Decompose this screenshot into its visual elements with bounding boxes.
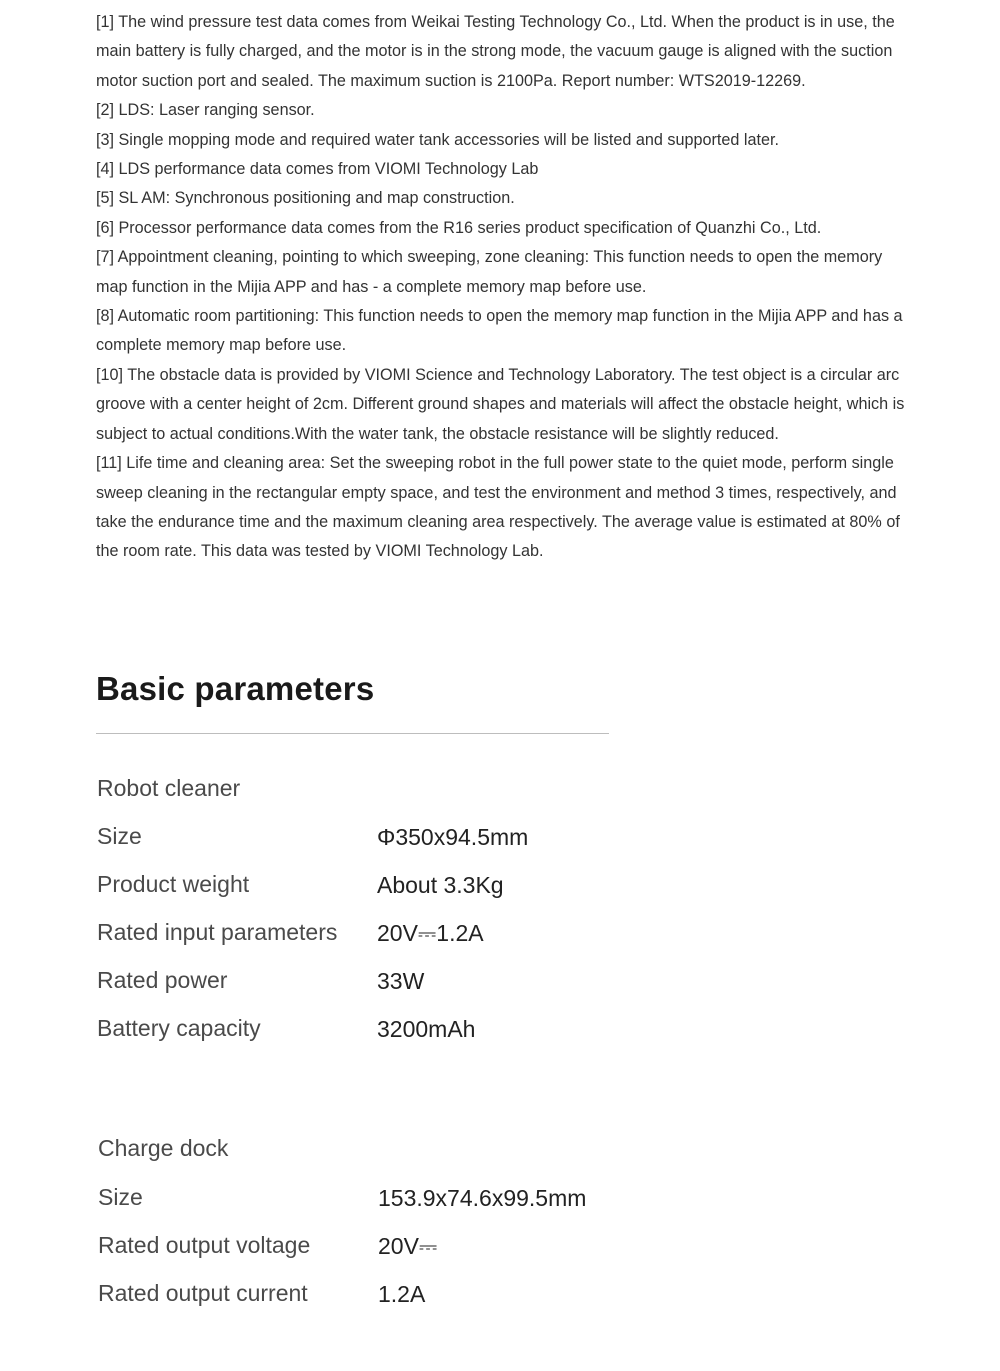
footnote-7: [7] Appointment cleaning, pointing to which sweeping, zone cleaning: This function needs to open the memory map function in the Mijia APP and has - a complete memory map before use. bbox=[96, 248, 883, 296]
spec-label: Rated input parameters bbox=[97, 919, 338, 945]
footnote-3: [3] Single mopping mode and required water tank accessories will be listed and supported later. bbox=[96, 130, 779, 149]
footnote-10: [10] The obstacle data is provided by VIOMI Science and Technology Laboratory. The test object is a circular arc groove with a center height of 2cm. Different ground shapes and materials will affect the obstacle height, which is subject to actual conditions.With the water tank, the obstacle resistance will be slightly reduced. bbox=[96, 365, 905, 443]
spec-row bbox=[97, 919, 697, 949]
footnote-2: [2] LDS: Laser ranging sensor. bbox=[96, 101, 315, 120]
spec-row bbox=[97, 1015, 697, 1045]
footnote-8: [8] Automatic room partitioning: This function needs to open the memory map function in the Mijia APP and has a complete memory map before use. bbox=[96, 307, 903, 355]
spec-row bbox=[97, 871, 697, 901]
spec-value: 20V⎓ bbox=[378, 1233, 438, 1259]
spec-value: About 3.3Kg bbox=[377, 872, 504, 898]
dock-section-title: Charge dock bbox=[98, 1135, 229, 1161]
spec-label: Battery capacity bbox=[97, 1015, 261, 1041]
footnotes bbox=[96, 8, 908, 567]
footnote-1: [1] The wind pressure test data comes from Weikai Testing Technology Co., Ltd. When the product is in use, the main battery is fully charged, and the motor is in the strong mode, the vacuum gauge is aligned with the suction motor suction port and sealed. The maximum suction is 2100Pa. Report number: WTS2019-12269. bbox=[96, 13, 895, 90]
spec-label: Rated output voltage bbox=[98, 1232, 311, 1258]
spec-value: 3200mAh bbox=[377, 1016, 476, 1042]
title-divider bbox=[96, 733, 609, 734]
spec-label: Size bbox=[98, 1184, 143, 1210]
spec-label: Size bbox=[97, 823, 142, 849]
spec-value: 33W bbox=[377, 968, 425, 994]
spec-row bbox=[98, 1280, 698, 1310]
spec-value: 153.9x74.6x99.5mm bbox=[378, 1185, 587, 1211]
spec-label: Rated power bbox=[97, 967, 228, 993]
footnote-6: [6] Processor performance data comes from the R16 series product specification of Quanzhi Co., Ltd. bbox=[96, 218, 822, 237]
spec-row bbox=[98, 1232, 698, 1262]
spec-value: 1.2A bbox=[378, 1281, 426, 1307]
spec-value: 20V⎓1.2A bbox=[377, 920, 484, 946]
spec-label: Rated output current bbox=[98, 1280, 308, 1306]
spec-row bbox=[97, 823, 697, 853]
robot-section-title: Robot cleaner bbox=[97, 775, 241, 801]
spec-value: Φ350x94.5mm bbox=[377, 824, 529, 850]
page-title: Basic parameters bbox=[96, 670, 375, 707]
spec-row bbox=[97, 967, 697, 997]
footnote-5: [5] SL AM: Synchronous positioning and map construction. bbox=[96, 189, 515, 208]
spec-label: Product weight bbox=[97, 871, 250, 897]
footnote-4: [4] LDS performance data comes from VIOMI Technology Lab bbox=[96, 160, 539, 179]
spec-row bbox=[98, 1184, 698, 1214]
footnote-11: [11] Life time and cleaning area: Set the sweeping robot in the full power state to the quiet mode, perform single sweep cleaning in the rectangular empty space, and test the environment and method 3 times, respectively, and take the endurance time and the maximum cleaning area respectively. The average value is estimated at 80% of the room rate. This data was tested by VIOMI Technology Lab. bbox=[96, 454, 900, 561]
